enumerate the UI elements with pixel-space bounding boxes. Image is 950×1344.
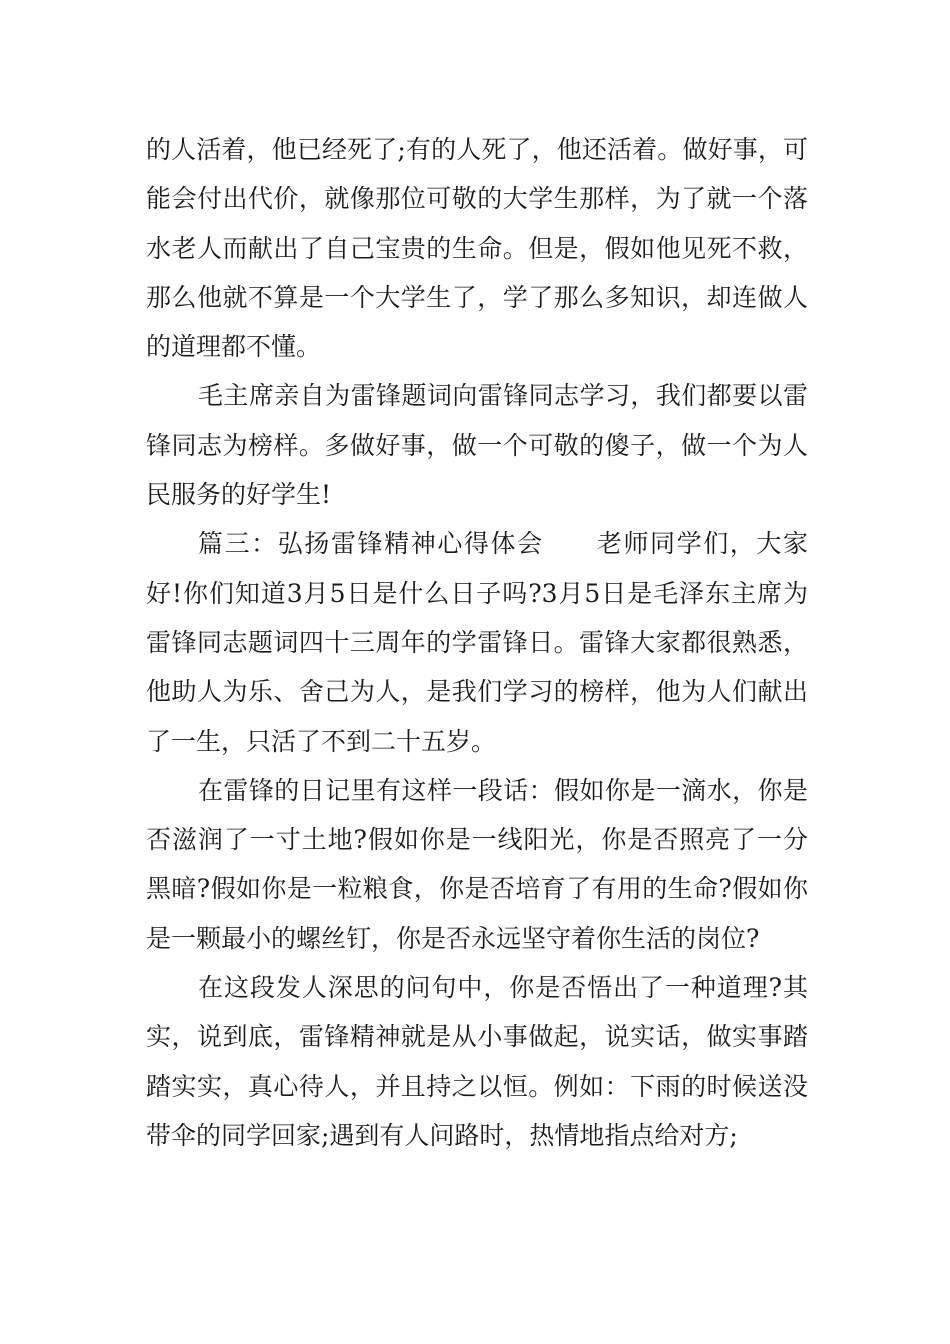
paragraph-reflection: 在这段发人深思的问句中，你是否悟出了一种道理?其实，说到底，雷锋精神就是从小事做起，说实话，做实事踏踏实实，真心待人，并且持之以恒。例如：下雨的时候送没带伞的同学回家;遇到有人问路时，热情地指点给对方;	[146, 973, 808, 1150]
paragraph-part-three: 篇三：弘扬雷锋精神心得体会 老师同学们，大家好!你们知道3月5日是什么日子吗?3月5日是毛泽东主席为雷锋同志题词四十三周年的学雷锋日。雷锋大家都很熟悉，他助人为乐、舍己为人，是我们学习的榜样，他为人们献出了一生，只活了不到二十五岁。	[146, 529, 808, 756]
document-body	[146, 125, 808, 1160]
paragraph-mao-inscription: 毛主席亲自为雷锋题词向雷锋同志学习，我们都要以雷锋同志为榜样。多做好事，做一个可敬的傻子，做一个为人民服务的好学生!	[146, 381, 808, 510]
paragraph-diary-quote: 在雷锋的日记里有这样一段话：假如你是一滴水，你是否滋润了一寸土地?假如你是一线阳光，你是否照亮了一分黑暗?假如你是一粒粮食，你是否培育了有用的生命?假如你是一颗最小的螺丝钉，你是否永远坚守着你生活的岗位?	[146, 775, 808, 953]
paragraph-continuation: 的人活着，他已经死了;有的人死了，他还活着。做好事，可能会付出代价，就像那位可敬的大学生那样，为了就一个落水老人而献出了自己宝贵的生命。但是，假如他见死不救，那么他就不算是一个大学生了，学了那么多知识，却连做人的道理都不懂。	[146, 135, 808, 362]
